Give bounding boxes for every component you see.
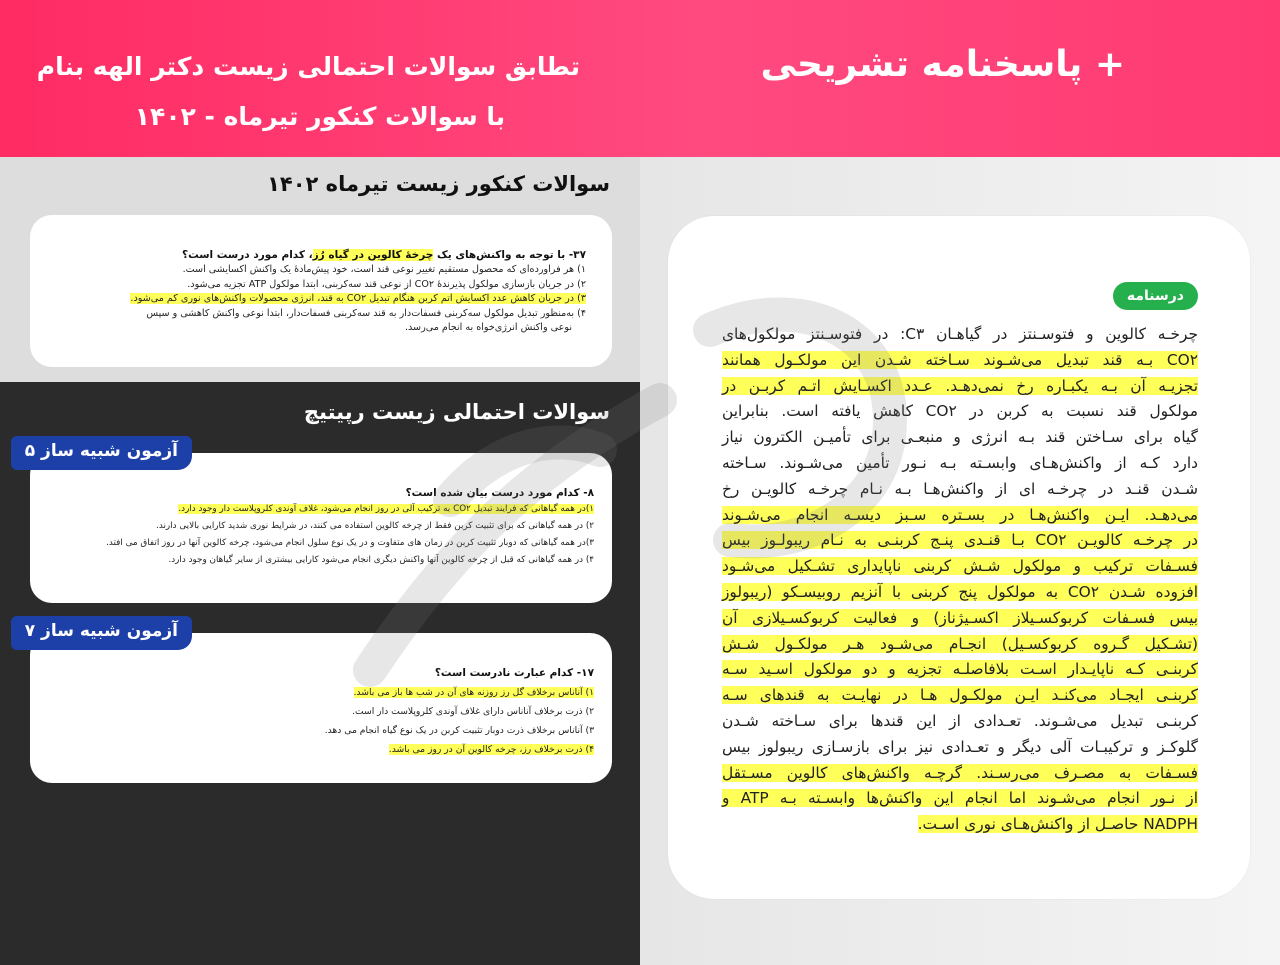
answer-line: [722, 554, 1198, 580]
answer-line-text: گلوکـز و ترکیبـات آلی دیگر و تعـدادی نیز برای بازسـازی ریبولوز بیس: [722, 737, 1198, 756]
answer-line-text: شـدن قنـد در چرخـه ای از واکنش‌هـا بـه نـام چرخـه کالویـن رخ: [722, 479, 1198, 498]
header-subtitle-line2: با سوالات کنکور تیرماه - ۱۴۰۲: [134, 102, 506, 131]
answer-line: [722, 683, 1198, 709]
answer-line-text: مولکول قند نسبت به کربن در CO۲ کاهش یافته است. بنابراین: [722, 402, 1198, 421]
answer-line-text: کربنـی کـه ناپایـدار اسـت بلافاصلـه تجزیه و دو مولکول اسـید سـه: [722, 660, 1198, 679]
exam7-question-title: ۱۷- کدام عبارت نادرست است؟: [434, 667, 594, 679]
answer-line: [722, 735, 1198, 761]
konkur-option-3: ۳) در جریان کاهش عدد اکسایش اتم کربن هنگام تبدیل CO۲ به قند، انرژی محصولات واکنش‌های نوری کم می‌شود.: [130, 293, 586, 305]
answer-line: [722, 657, 1198, 683]
answer-line-text: بیس فسـفات کربوکسـیلاز اکسـیژناز) و فعالیت کربوکسـیلازی آن: [722, 608, 1198, 627]
answer-line-text: NADPH حاصـل از واکنش‌هـای نوری اسـت.: [917, 815, 1198, 834]
exam7-option-1: ۱) آناناس برخلاف گل رز روزنه های آن در شب ها باز می باشد.: [353, 687, 594, 698]
header-subtitle: [36, 42, 580, 142]
header-banner: [0, 0, 1280, 157]
exam5-option-3: ۳)در همه گیاهانی که دوبار تثبیت کربن در زمان های متفاوت و در یک نوع سلول انجام می‌شود، چرخه کالوین آنها در روز اتفاق می افتد.: [106, 538, 594, 548]
konkur-option-4-cont: نوعی واکنش انرژی‌خواه به انجام می‌رسد.: [404, 322, 572, 334]
konkur-question-number: ۳۷-: [568, 249, 586, 261]
konkur-option-2: ۲) در جریان بازسازی مولکول پذیرندهٔ CO۲ از نوعی قند سه‌کربنی، ابتدا مولکول ATP تجزیه می‌شود.: [187, 278, 586, 290]
header-main-title: + پاسخنامه تشریحی: [760, 44, 1125, 85]
answer-line-text: (تشـکیل گـروه کربوکسـیل) انجـام می‌شـود هـر مولکـول شـش: [722, 634, 1198, 653]
rapitech-section-title: سوالات احتمالی زیست رپیتیچ: [303, 400, 610, 424]
answer-line: [722, 786, 1198, 812]
exam7-question-card: [30, 633, 612, 783]
answer-line-text: کربنـی تبدیل می‌شـوند. تعـدادی از این قندها برای سـاخته شـدن: [722, 711, 1198, 730]
exam5-question-card: [30, 453, 612, 603]
exam7-option-3: ۳) آناناس برخلاف ذرت دوبار تثبیت کربن در یک نوع گیاه انجام می دهد.: [324, 725, 594, 736]
answer-line: [722, 451, 1198, 477]
konkur-option-4: ۴) به‌منظور تبدیل مولکول سه‌کربنی فسفات‌دار به قند سه‌کربنی فسفات‌دار، ابتدا نوعی واکنش کاهشی و سپس: [146, 307, 586, 319]
header-subtitle-line1: تطابق سوالات احتمالی زیست دکتر الهه بنام: [36, 52, 580, 81]
answer-line-text: چرخـه کالوین و فتوسـنتز در گیاهـان C۳: در فتوسـنتز مولکول‌های: [722, 325, 1198, 343]
answer-line: [722, 425, 1198, 451]
answer-line: [722, 322, 1198, 348]
answer-text: [722, 322, 1198, 838]
answer-line-text: تجزیـه آن بـه یکبـاره رخ نمی‌دهـد. عـدد اکسـایش اتـم کربـن در: [722, 376, 1198, 395]
answer-line: [722, 709, 1198, 735]
answer-line: [722, 374, 1198, 400]
exam5-badge: آزمون شبیه ساز ۵: [11, 436, 192, 470]
konkur-section-title: سوالات کنکور زیست تیرماه ۱۴۰۲: [267, 172, 610, 196]
answer-line: [722, 477, 1198, 503]
konkur-question-text-pre: با توجه به واکنش‌های یک: [433, 249, 566, 261]
answer-line: [722, 580, 1198, 606]
konkur-option-1: ۱) هر فراورده‌ای که محصول مستقیم تغییر نوعی قند است، خود پیش‌مادهٔ یک واکنش اکسایشی است.: [182, 264, 586, 275]
answer-line-text: فسـفات ترکیب و مولکول شـش کربنی ناپایداری تشـکیل می‌شـود: [722, 557, 1198, 576]
exam5-option-2: ۲) در همه گیاهانی که برای تثبیت کربن فقط از چرخه کالوین استفاده می کنند، در شرایط نوری شدید کارایی بالایی دارند.: [156, 521, 594, 531]
answer-line-text: در چرخـه کالویـن CO۲ بـا قنـدی پنـج کربنـی به نـام ریبولـوز بیس: [722, 531, 1198, 550]
exam7-badge: آزمون شبیه ساز ۷: [11, 616, 192, 650]
answer-line-text: کربنـی ایجـاد می‌کنـد ایـن مولکـول هـا در نهایـت به قندهای سـه: [722, 686, 1198, 705]
konkur-question-title: [50, 247, 586, 263]
answer-line-text: دارد کـه از واکنش‌هـای وابسـته بـه نـور تأمین می‌شـوند. سـاخته: [722, 453, 1198, 472]
answer-line: [722, 528, 1198, 554]
answer-line-text: از نـور انجام می‌شـوند اما انجام این واکنش‌ها وابسـته بـه ATP و: [722, 789, 1198, 808]
answer-line-text: فسـفات به مصـرف می‌رسـند. گرچـه واکنش‌های کالوین مسـتقل: [722, 763, 1198, 782]
exam5-option-4: ۴) در همه گیاهانی که قبل از چرخه کالوین آنها واکنش دیگری انجام می‌شود کارایی بیشتری از سایر گیاهان وجود دارد.: [168, 555, 594, 565]
answer-line-text: گیاه برای سـاختن قند بـه انرژی و منبعـی برای تأمیـن الکترون نیاز: [722, 428, 1198, 447]
answer-line: [722, 632, 1198, 658]
konkur-question-text-post: ، کدام مورد درست است؟: [182, 249, 313, 261]
answer-line-text: می‌دهـد. ایـن واکنش‌هـا در بسـتره سـبز دیسـه انجام می‌شـوند: [722, 505, 1198, 524]
answer-line: [722, 812, 1198, 838]
answer-line: [722, 399, 1198, 425]
answer-line: [722, 761, 1198, 787]
answer-line: [722, 606, 1198, 632]
konkur-question-card: [30, 215, 612, 367]
answer-line: [722, 348, 1198, 374]
exam7-option-2: ۲) ذرت برخلاف آناناس دارای غلاف آوندی کلروپلاست دار است.: [352, 706, 594, 717]
answer-line-text: افزوده شـدن CO۲ به مولکول پنج کربنی با آنزیم روبیسـکو (ریبولوز: [722, 582, 1198, 601]
answer-line: [722, 503, 1198, 529]
answer-card: [668, 216, 1250, 899]
answer-line-text: CO۲ بـه قند تبدیل می‌شـوند سـاخته شـدن این مولکـول همانند: [722, 350, 1198, 369]
exam5-question-title: ۸- کدام مورد درست بیان شده است؟: [405, 487, 594, 499]
konkur-question-highlight: چرخهٔ کالوین در گیاه رُز: [312, 249, 434, 261]
answer-badge: درسنامه: [1113, 282, 1198, 310]
exam7-option-4: ۴) ذرت برخلاف رز، چرخه کالوین آن در روز می باشد.: [388, 744, 594, 755]
exam5-option-1: ۱)در همه گیاهانی که فرایند تبدیل CO۲ به ترکیب آلی در روز انجام می‌شود، غلاف آوندی کلروپلاست دار وجود دارد.: [178, 504, 594, 514]
